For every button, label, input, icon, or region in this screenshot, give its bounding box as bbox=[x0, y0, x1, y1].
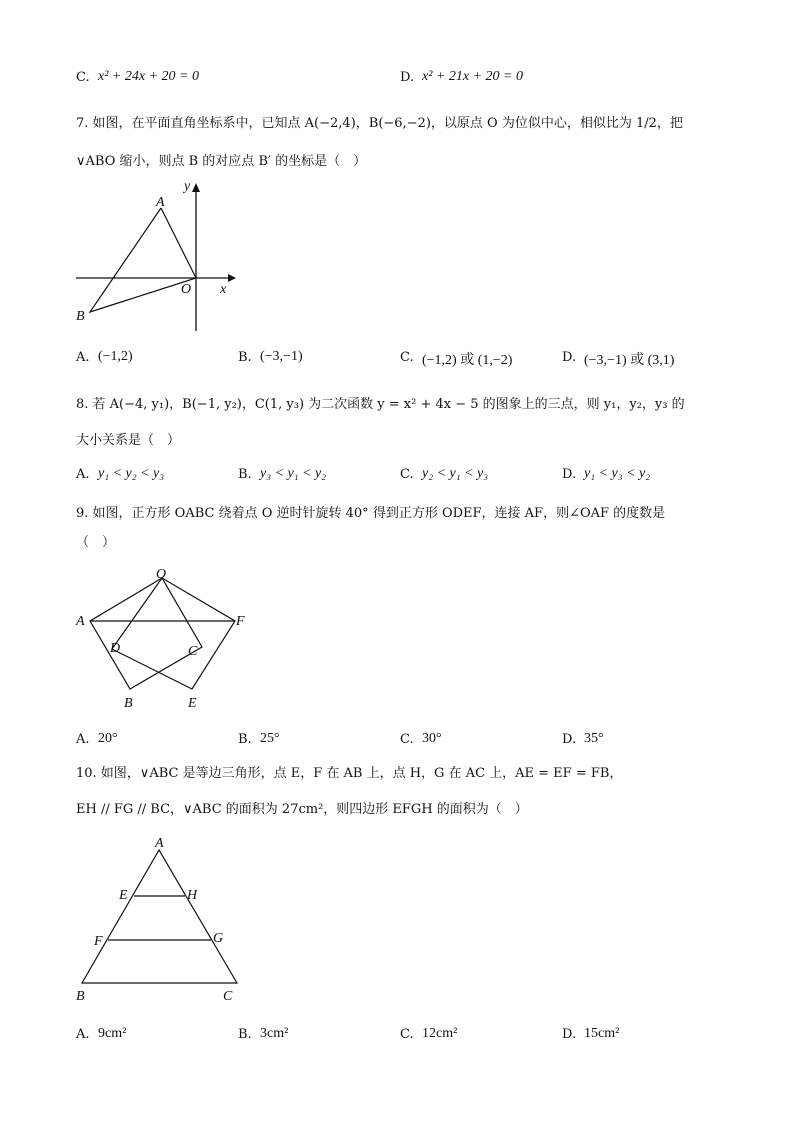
q9-option-c-text: 30° bbox=[422, 731, 442, 746]
q8-option-d-text: y₁ < y₃ < y₂ bbox=[584, 466, 651, 481]
q10-triangle-abc bbox=[82, 850, 237, 983]
q9-stem-line1: 9. 如图，正方形 OABC 绕着点 O 逆时针旋转 40° 得到正方形 ODEF，连接 AF，则∠OAF 的度数是 bbox=[76, 506, 666, 521]
q8-stem-line1: 8. 若 A(−4, y₁)，B(−1, y₂)，C(1, y₃) 为二次函数 y = x² + 4x − 5 的图象上的三点，则 y₁，y₂，y₃ 的 bbox=[76, 397, 685, 412]
q9-option-c-letter: C. bbox=[400, 732, 414, 747]
q9-square-odef bbox=[112, 578, 235, 689]
q7-option-a-text: (−1,2) bbox=[98, 349, 133, 364]
q9-label-e: E bbox=[188, 696, 197, 711]
q9-option-d-text: 35° bbox=[584, 731, 604, 746]
q10-option-c-letter: C. bbox=[400, 1027, 414, 1042]
q10-option-a-text: 9cm² bbox=[98, 1026, 127, 1041]
q6-option-c-text: x² + 24x + 20 = 0 bbox=[98, 69, 199, 84]
q10-stem-line2: EH // FG // BC，∨ABC 的面积为 27cm²，则四边形 EFGH 的面积为（ ） bbox=[76, 802, 528, 817]
q10-label-a: A bbox=[155, 836, 164, 851]
q9-label-d: D bbox=[110, 641, 121, 656]
q9-square-rotation-figure bbox=[72, 562, 262, 717]
q10-label-e: E bbox=[119, 888, 128, 903]
q9-label-b: B bbox=[124, 696, 133, 711]
q8-option-b-text: y₃ < y₁ < y₂ bbox=[260, 466, 327, 481]
q7-label-o: O bbox=[181, 282, 192, 297]
q7-label-x: x bbox=[220, 282, 227, 297]
q7-option-d-text: (−3,−1) 或 (3,1) bbox=[584, 353, 675, 368]
q10-label-f: F bbox=[94, 934, 103, 949]
q7-option-a-letter: A. bbox=[76, 350, 90, 365]
q9-option-b-letter: B. bbox=[238, 732, 252, 747]
q10-label-b: B bbox=[76, 989, 85, 1004]
q8-option-b-letter: B. bbox=[238, 467, 252, 482]
q7-coordinate-figure bbox=[70, 178, 240, 338]
q7-stem-line1: 7. 如图，在平面直角坐标系中，已知点 A(−2,4)，B(−6,−2)，以原点 O 为位似中心，相似比为 1/2，把 bbox=[76, 116, 683, 131]
q10-triangle-figure bbox=[72, 832, 252, 1007]
q9-label-o: O bbox=[156, 567, 167, 582]
q7-x-axis-arrow-icon bbox=[228, 274, 236, 282]
q9-label-c: C bbox=[188, 644, 198, 659]
q7-option-b-letter: B. bbox=[238, 350, 252, 365]
q10-label-g: G bbox=[213, 931, 224, 946]
q10-option-d-letter: D. bbox=[562, 1027, 577, 1042]
q9-label-f: F bbox=[236, 614, 245, 629]
q9-label-a: A bbox=[76, 614, 85, 629]
q10-option-a-letter: A. bbox=[76, 1027, 90, 1042]
q7-option-c-letter: C. bbox=[400, 350, 414, 365]
q8-stem-line2: 大小关系是（ ） bbox=[76, 433, 181, 448]
q9-option-a-letter: A. bbox=[76, 732, 90, 747]
q10-label-h: H bbox=[187, 888, 198, 903]
q7-option-c-text: (−1,2) 或 (1,−2) bbox=[422, 353, 513, 368]
q10-option-c-text: 12cm² bbox=[422, 1026, 458, 1041]
q8-option-a-text: y₁ < y₂ < y₃ bbox=[98, 466, 165, 481]
q6-option-c-letter: C. bbox=[76, 70, 90, 85]
q9-option-d-letter: D. bbox=[562, 732, 577, 747]
q7-label-a: A bbox=[156, 195, 165, 210]
q6-option-d-letter: D. bbox=[400, 70, 415, 85]
q8-option-c-letter: C. bbox=[400, 467, 414, 482]
q9-stem-line2: （ ） bbox=[76, 535, 116, 550]
q7-option-d-letter: D. bbox=[562, 350, 577, 365]
q10-option-b-text: 3cm² bbox=[260, 1026, 289, 1041]
q9-option-b-text: 25° bbox=[260, 731, 280, 746]
q7-option-b-text: (−3,−1) bbox=[260, 349, 303, 364]
q10-stem-line1: 10. 如图，∨ABC 是等边三角形，点 E，F 在 AB 上，点 H，G 在 AC 上，AE = EF = FB， bbox=[76, 766, 623, 781]
q7-y-axis-arrow-icon bbox=[192, 183, 200, 192]
q9-option-a-text: 20° bbox=[98, 731, 118, 746]
q7-label-b: B bbox=[76, 309, 85, 324]
q9-square-oabc bbox=[90, 578, 202, 689]
q10-option-d-text: 15cm² bbox=[584, 1026, 620, 1041]
q6-option-d-text: x² + 21x + 20 = 0 bbox=[422, 69, 523, 84]
q8-option-d-letter: D. bbox=[562, 467, 577, 482]
q7-label-y: y bbox=[184, 179, 191, 194]
q10-option-b-letter: B. bbox=[238, 1027, 252, 1042]
q10-label-c: C bbox=[223, 989, 233, 1004]
q7-stem-line2: ∨ABO 缩小，则点 B 的对应点 B′ 的坐标是（ ） bbox=[76, 154, 367, 169]
q8-option-c-text: y₂ < y₁ < y₃ bbox=[422, 466, 489, 481]
q8-option-a-letter: A. bbox=[76, 467, 90, 482]
